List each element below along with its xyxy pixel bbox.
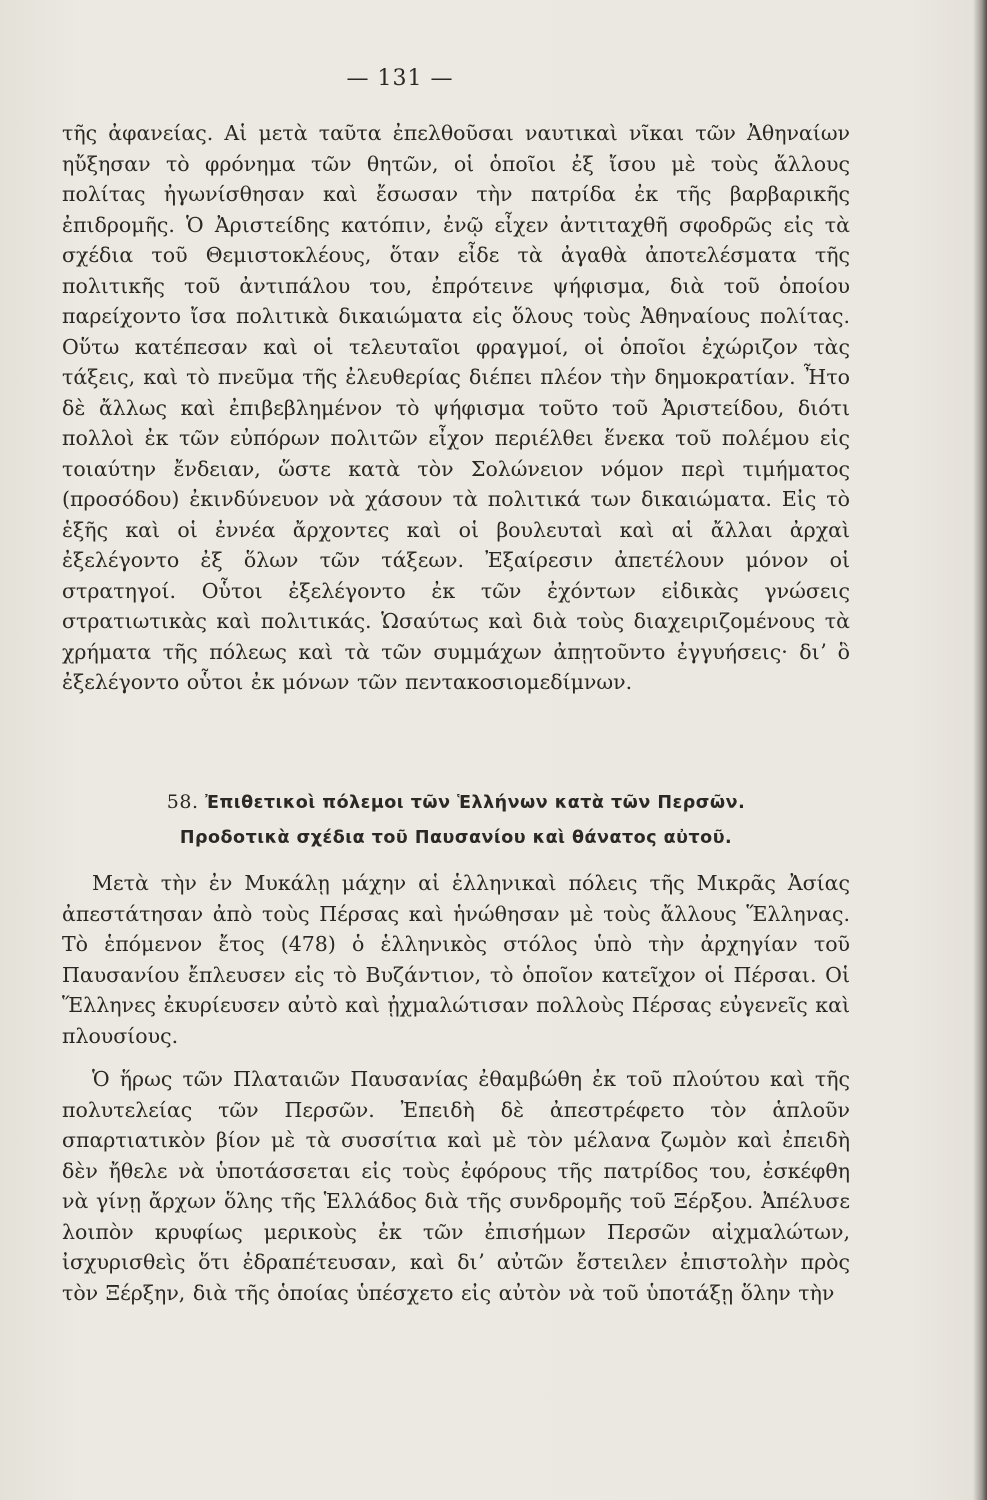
page-number: — 131 —: [346, 66, 454, 91]
section-heading-line-1: [62, 784, 850, 821]
paragraph-3: [62, 1064, 850, 1308]
paragraph-1-text: τῆς ἀφανείας. Αἱ μετὰ ταῦτα ἐπελθοῦσαι ναυτικαὶ νῖκαι τῶν Ἀθηναίων ηὔξησαν τὸ φρόνημα τῶν θητῶν, οἱ ὁποῖοι ἐξ ἴσου μὲ τοὺς ἄλλους πολίτας ἠγωνίσθησαν καὶ ἔσωσαν τὴν πατρίδα ἐκ τῆς βαρβαρικῆς ἐπιδρομῆς. Ὁ Ἀριστείδης κατόπιν, ἐνῷ εἶχεν ἀντιταχθῆ σφοδρῶς εἰς τὰ σχέδια τοῦ Θεμιστοκλέους, ὅταν εἶδε τὰ ἀγαθὰ ἀποτελέσματα τῆς πολιτικῆς τοῦ ἀντιπάλου του, ἐπρότεινε ψήφισμα, διὰ τοῦ ὁποίου παρείχοντο ἴσα πολιτικὰ δικαιώματα εἰς ὅλους τοὺς Ἀθηναίους πολίτας. Οὕτω κατέπεσαν καὶ οἱ τελευταῖοι φραγμοί, οἱ ὁποῖοι ἐχώριζον τὰς τάξεις, καὶ τὸ πνεῦμα τῆς ἐλευθερίας διέπει πλέον τὴν δημοκρατίαν. Ἦτο δὲ ἄλλως καὶ ἐπιβεβλημένον τὸ ψήφισμα τοῦτο τοῦ Ἀριστείδου, διότι πολλοὶ ἐκ τῶν εὐπόρων πολιτῶν εἶχον περιέλθει ἕνεκα τοῦ πολέμου εἰς τοιαύτην ἔνδειαν, ὥστε κατὰ τὸν Σολώνειον νόμον περὶ τιμήματος (προσόδου) ἐκινδύνευον νὰ χάσουν τὰ πολιτικά των δικαιώματα. Εἰς τὸ ἑξῆς καὶ οἱ ἐννέα ἄρχοντες καὶ οἱ βουλευταὶ καὶ αἱ ἄλλαι ἀρχαὶ ἐξελέγοντο ἐξ ὅλων τῶν τάξεων. Ἐξαίρεσιν ἀπετέλουν μόνον οἱ στρατηγοί. Οὗτοι ἐξελέγοντο ἐκ τῶν ἐχόντων εἰδικὰς γνώσεις στρατιωτικὰς καὶ πολιτικάς. Ὡσαύτως καὶ διὰ τοὺς διαχειριζομένους τὰ χρήματα τῆς πόλεως καὶ τὰ τῶν συμμάχων ἀπῃτοῦντο ἐγγυήσεις· διʼ ὃ ἐξελέγοντο οὗτοι ἐκ μόνων τῶν πεντακοσιομεδίμνων.: [62, 121, 850, 694]
paragraph-1: [62, 118, 850, 698]
section-heading-line-2: [62, 820, 850, 856]
section-title-line-2: Προδοτικὰ σχέδια τοῦ Παυσανίου καὶ θάνατος αὐτοῦ.: [179, 828, 733, 848]
paragraph-2-text: Μετὰ τὴν ἐν Μυκάλῃ μάχην αἱ ἑλληνικαὶ πόλεις τῆς Μικρᾶς Ἀσίας ἀπεστάτησαν ἀπὸ τοὺς Πέρσας καὶ ἡνώθησαν μὲ τοὺς ἄλλους Ἕλληνας. Τὸ ἑπόμενον ἔτος (478) ὁ ἑλληνικὸς στόλος ὑπὸ τὴν ἀρχηγίαν τοῦ Παυσανίου ἔπλευσεν εἰς τὸ Βυζάντιον, τὸ ὁποῖον κατεῖχον οἱ Πέρσαι. Οἱ Ἕλληνες ἐκυρίευσεν αὐτὸ καὶ ᾐχμαλώτισαν πολλοὺς Πέρσας εὐγενεῖς καὶ πλουσίους.: [62, 871, 850, 1048]
page-edge-shadow: [973, 0, 987, 1500]
paragraph-2: [62, 868, 850, 1051]
paragraph-3-text: Ὁ ἥρως τῶν Πλαταιῶν Παυσανίας ἐθαμβώθη ἐκ τοῦ πλούτου καὶ τῆς πολυτελείας τῶν Περσῶν. Ἐπειδὴ δὲ ἀπεστρέφετο τὸν ἁπλοῦν σπαρτιατικὸν βίον μὲ τὰ συσσίτια καὶ μὲ τὸν μέλανα ζωμὸν καὶ ἐπειδὴ δὲν ἤθελε νὰ ὑποτάσσεται εἰς τοὺς ἐφόρους τῆς πατρίδος του, ἐσκέφθη νὰ γίνῃ ἄρχων ὅλης τῆς Ἑλλάδος διὰ τῆς συνδρομῆς τοῦ Ξέρξου. Ἀπέλυσε λοιπὸν κρυφίως μερικοὺς ἐκ τῶν ἐπισήμων Περσῶν αἰχμαλώτων, ἰσχυρισθεὶς ὅτι ἐδραπέτευσαν, καὶ διʼ αὐτῶν ἔστειλεν ἐπιστολὴν πρὸς τὸν Ξέρξην, διὰ τῆς ὁποίας ὑπέσχετο εἰς αὐτὸν νὰ τοῦ ὑποτάξῃ ὅλην τὴν: [62, 1067, 850, 1305]
section-number: 58.: [166, 791, 199, 813]
section-title-line-1: Ἐπιθετικοὶ πόλεμοι τῶν Ἑλλήνων κατὰ τῶν Περσῶν.: [205, 793, 746, 813]
